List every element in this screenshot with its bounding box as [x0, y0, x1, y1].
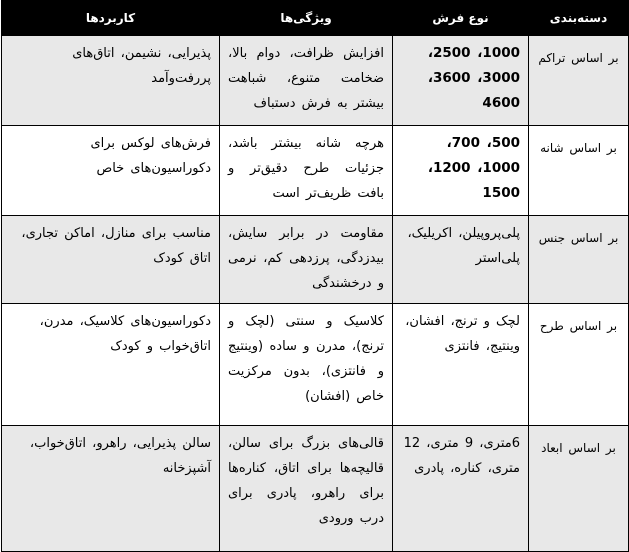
header-features: ویژگی‌ها: [220, 1, 393, 36]
cell-category: بر اساس طرح: [529, 304, 629, 426]
header-category: دسته‌بندی: [529, 1, 629, 36]
table-row-design: [2, 304, 629, 426]
header-applications: کاربردها: [2, 1, 220, 36]
cell-features: هرچه شانه بیشتر باشد، جزئیات طرح دقیق‌تر و بافت ظریف‌تر است: [220, 126, 393, 216]
table-row-comb: [2, 126, 629, 216]
cell-features: مقاومت در برابر سایش، بیدزدگی، پرزدهی کم، نرمی و درخشندگی: [220, 216, 393, 304]
table-header-row: [2, 1, 629, 36]
cell-carpet-type: لچک و ترنج، افشان، وینتیج، فانتزی: [393, 304, 529, 426]
cell-carpet-type: 1000، 2500، 3000، 3600، 4600: [393, 36, 529, 126]
cell-features: افزایش ظرافت، دوام بالا، ضخامت متنوع، شباهت بیشتر به فرش دستباف: [220, 36, 393, 126]
cell-applications: فرش‌های لوکس برای دکوراسیون‌های خاص: [2, 126, 220, 216]
cell-carpet-type: پلی‌پروپیلن، اکریلیک، پلی‌استر: [393, 216, 529, 304]
cell-carpet-type: 6متری، 9 متری، 12 متری، کناره، پادری: [393, 426, 529, 552]
cell-category: بر اساس شانه: [529, 126, 629, 216]
cell-applications: دکوراسیون‌های کلاسیک، مدرن، اتاق‌خواب و کودک: [2, 304, 220, 426]
cell-features: قالی‌های بزرگ برای سالن، قالیچه‌ها برای اتاق، کناره‌ها برای راهرو، پادری برای درب ورودی: [220, 426, 393, 552]
cell-features: کلاسیک و سنتی (لچک و ترنج)، مدرن و ساده (وینتیج و فانتزی)، بدون مرکزیت خاص (افشان): [220, 304, 393, 426]
cell-category: بر اساس تراکم: [529, 36, 629, 126]
cell-category: بر اساس ابعاد: [529, 426, 629, 552]
table-row-density: [2, 36, 629, 126]
table-row-material: [2, 216, 629, 304]
cell-category: بر اساس جنس: [529, 216, 629, 304]
carpet-classification-table: [1, 0, 629, 552]
cell-applications: مناسب برای منازل، اماکن تجاری، اتاق کودک: [2, 216, 220, 304]
header-carpet-type: نوع فرش: [393, 1, 529, 36]
cell-carpet-type: 500، 700، 1000، 1200، 1500: [393, 126, 529, 216]
table-row-dimensions: [2, 426, 629, 552]
cell-applications: سالن پذیرایی، راهرو، اتاق‌خواب، آشپزخانه: [2, 426, 220, 552]
cell-applications: پذیرایی، نشیمن، اتاق‌های پررفت‌وآمد: [2, 36, 220, 126]
